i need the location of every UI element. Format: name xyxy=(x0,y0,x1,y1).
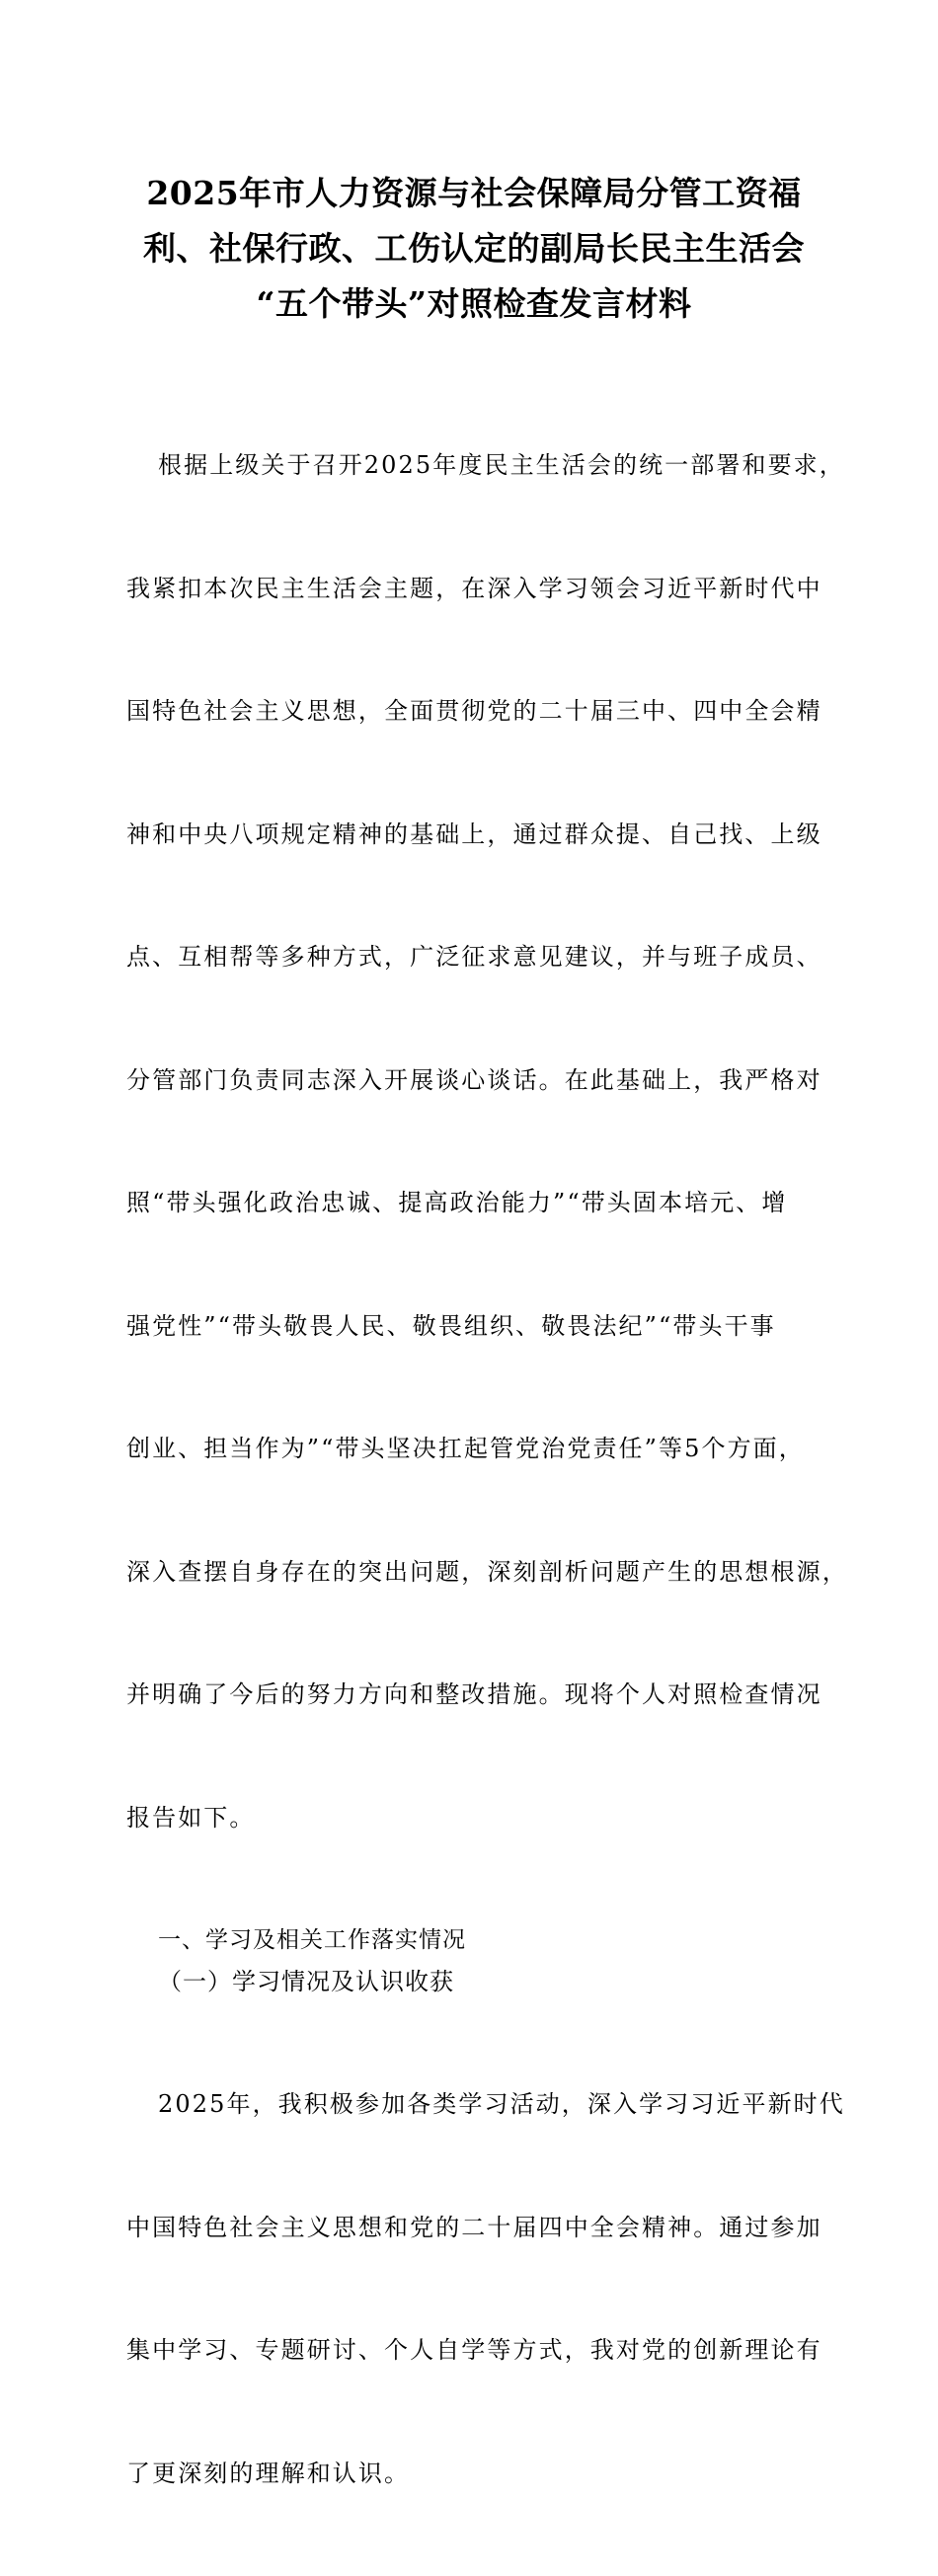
title-line: 2025年市人力资源与社会保障局分管工资福 xyxy=(146,174,802,212)
paragraph-line: 中国特色社会主义思想和党的二十届四中全会精神。通过参加 xyxy=(126,2213,822,2241)
subsection-heading: （一）学习情况及认识收获 xyxy=(158,1967,454,1995)
paragraph-line: 2025年，我积极参加各类学习活动，深入学习习近平新时代 xyxy=(158,2090,845,2118)
paragraph-line: 我紧扣本次民主生活会主题，在深入学习领会习近平新时代中 xyxy=(126,574,822,602)
document-title xyxy=(118,166,829,332)
paragraph-line: 创业、担当作为”“带头坚决扛起管党治党责任”等5个方面， xyxy=(126,1435,805,1462)
title-line: 利、社保行政、工伤认定的副局长民主生活会 xyxy=(143,229,805,268)
paragraph-line: 神和中央八项规定精神的基础上，通过群众提、自己找、上级 xyxy=(126,820,822,848)
paragraph-line: 强党性”“带头敬畏人民、敬畏组织、敬畏法纪”“带头干事 xyxy=(126,1311,776,1340)
paragraph-line: 并明确了今后的努力方向和整改措施。现将个人对照检查情况 xyxy=(126,1680,822,1708)
paragraph-line: 国特色社会主义思想，全面贯彻党的二十届三中、四中全会精 xyxy=(126,697,822,725)
document-body xyxy=(126,363,848,2576)
paragraph-line: 点、互相帮等多种方式，广泛征求意见建议，并与班子成员、 xyxy=(126,943,822,971)
paragraph-line: 照“带头强化政治忠诚、提高政治能力”“带头固本培元、增 xyxy=(126,1189,788,1216)
paragraph-line: 集中学习、专题研讨、个人自学等方式，我对党的创新理论有 xyxy=(126,2336,822,2364)
paragraph-line: 了更深刻的理解和认识。 xyxy=(126,2459,411,2487)
intro-paragraph xyxy=(126,363,848,1920)
paragraph-line: 分管部门负责同志深入开展谈心谈话。在此基础上，我严格对 xyxy=(126,1065,822,1094)
section-heading: 一、学习及相关工作落实情况 xyxy=(158,1927,466,1953)
paragraph-line: 报告如下。 xyxy=(126,1803,256,1832)
study-paragraph xyxy=(126,2002,845,2576)
paragraph-line: 根据上级关于召开2025年度民主生活会的统一部署和要求， xyxy=(158,451,845,479)
paragraph-line: 深入查摆自身存在的突出问题，深刻剖析问题产生的思想根源， xyxy=(126,1557,848,1586)
title-line: “五个带头”对照检查发言材料 xyxy=(256,284,692,323)
